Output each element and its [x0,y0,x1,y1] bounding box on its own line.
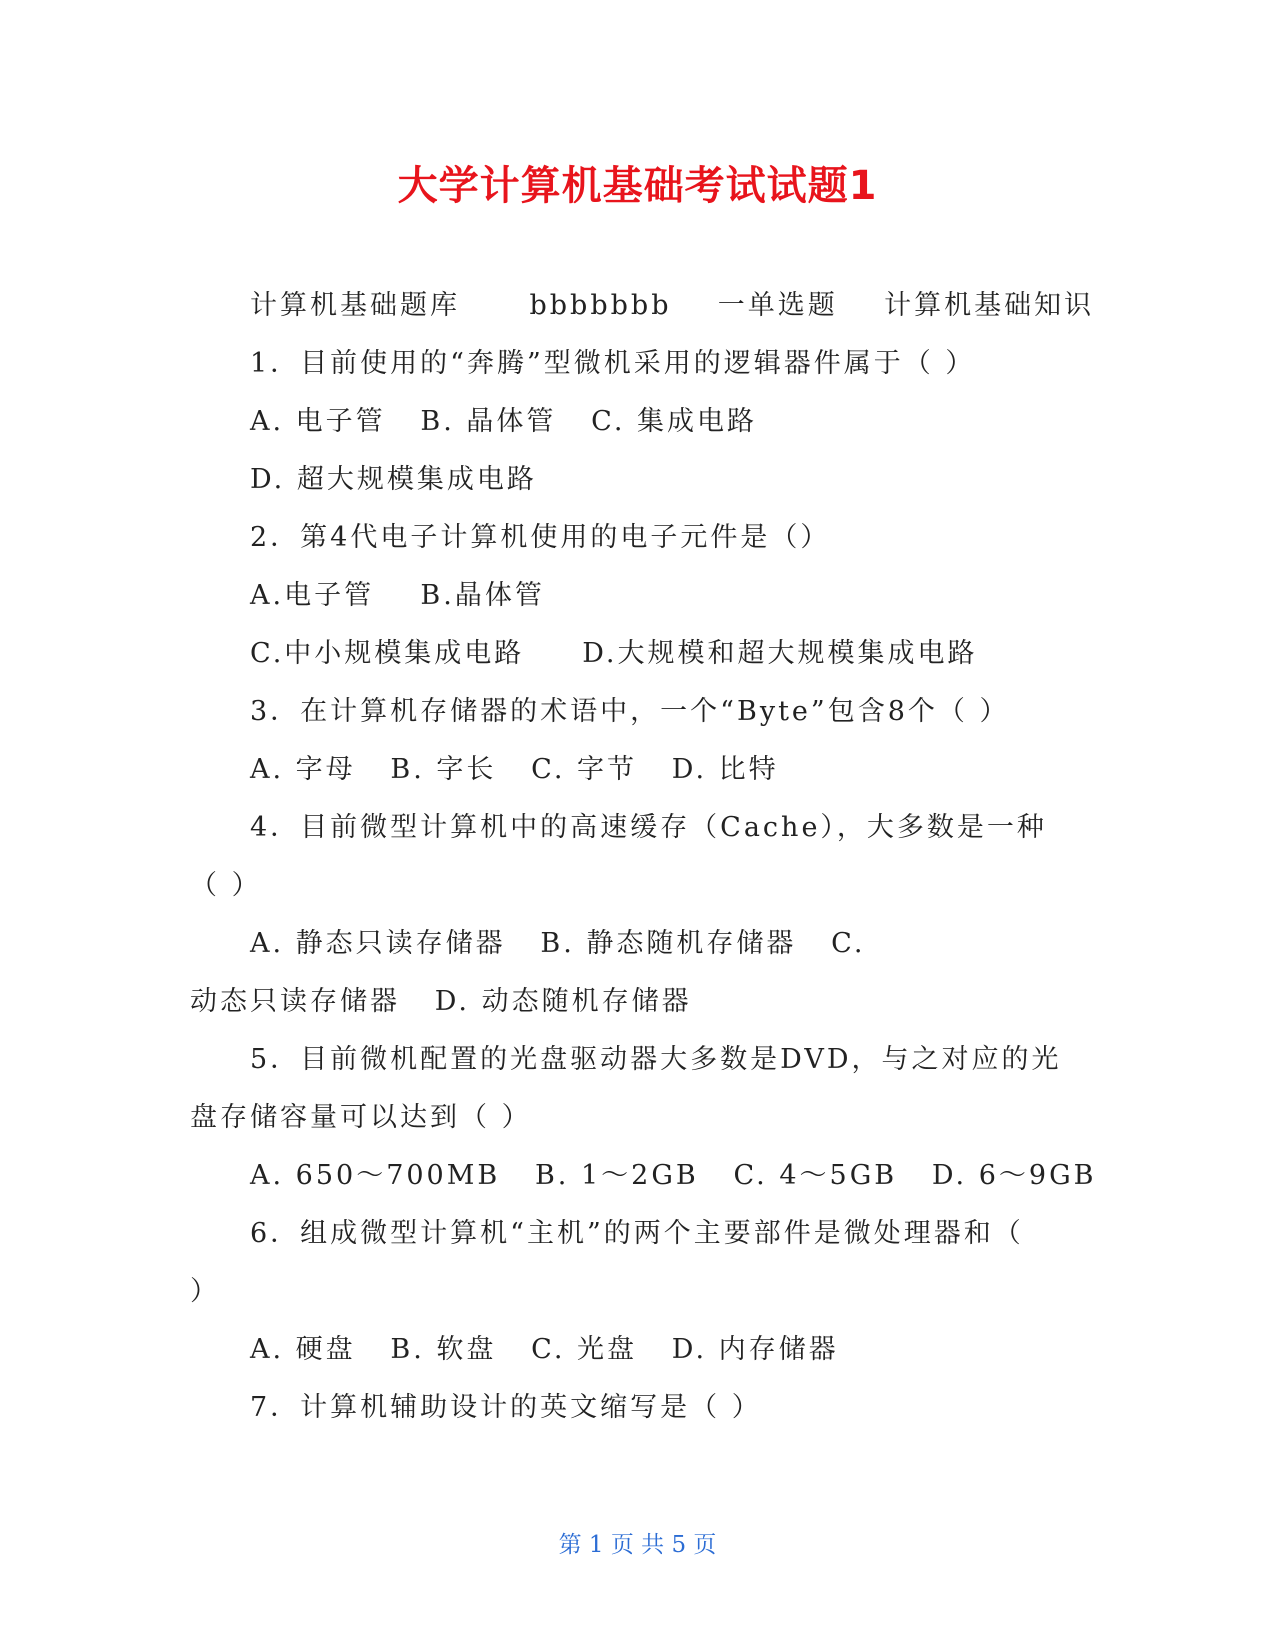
question-6-options: A. 硬盘 B. 软盘 C. 光盘 D. 内存储器 [250,1334,839,1365]
question-4: 4．目前微型计算机中的高速缓存（Cache），大多数是一种 [250,812,1047,843]
question-3-options: A. 字母 B. 字长 C. 字节 D. 比特 [250,754,779,785]
question-4-continued: （ ） [190,870,262,901]
question-5-options: A. 650～700MB B. 1～2GB C. 4～5GB D. 6～9GB [250,1160,1097,1191]
question-1-options: A. 电子管 B. 晶体管 C. 集成电路 [250,406,758,437]
page-number-footer: 第 1 页 共 5 页 [558,1532,717,1558]
question-3: 3．在计算机存储器的术语中，一个“Byte”包含8个（ ） [250,696,1010,727]
question-7: 7．计算机辅助设计的英文缩写是（ ） [250,1392,762,1423]
question-1-option-d: D. 超大规模集成电路 [250,464,537,495]
question-4-options-continued: 动态只读存储器 D. 动态随机存储器 [190,986,692,1017]
document-title: 大学计算机基础考试试题1 [397,163,878,209]
question-1: 1．目前使用的“奔腾”型微机采用的逻辑器件属于（ ） [250,348,976,379]
question-4-options: A. 静态只读存储器 B. 静态随机存储器 C. [250,928,866,959]
question-2: 2．第4代电子计算机使用的电子元件是（） [250,522,831,553]
question-6-continued: ） [190,1276,220,1307]
question-5: 5．目前微机配置的光盘驱动器大多数是DVD，与之对应的光 [250,1044,1062,1075]
question-2-options-cd: C.中小规模集成电路 D.大规模和超大规模集成电路 [250,638,978,669]
question-5-continued: 盘存储容量可以达到（ ） [190,1102,532,1133]
question-6: 6．组成微型计算机“主机”的两个主要部件是微处理器和（ [250,1218,1024,1249]
text-line-heading: 计算机基础题库 bbbbbbb 一单选题 计算机基础知识 [250,290,1095,321]
question-2-options-ab: A.电子管 B.晶体管 [250,580,545,611]
